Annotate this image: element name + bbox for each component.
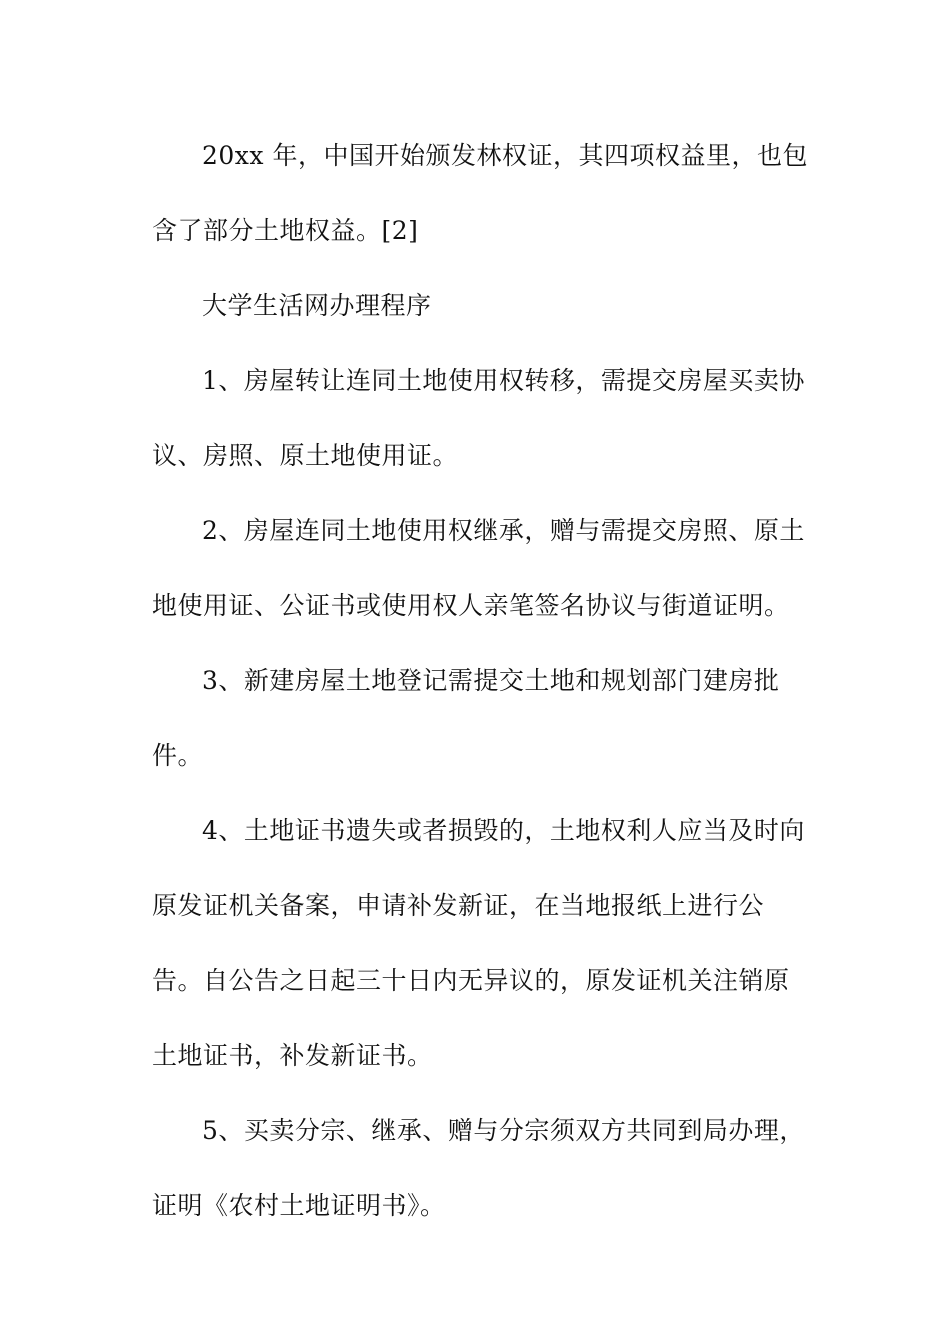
text-line: 地使用证、公证书或使用权人亲笔签名协议与街道证明。 (152, 591, 790, 620)
section-heading: 大学生活网办理程序 (202, 291, 432, 320)
text-line: 3、新建房屋土地登记需提交土地和规划部门建房批 (202, 666, 780, 695)
text-line: 证明《农村土地证明书》。 (152, 1191, 446, 1220)
text-line: 2、房屋连同土地使用权继承，赠与需提交房照、原土 (202, 516, 805, 545)
text-line: 5、买卖分宗、继承、赠与分宗须双方共同到局办理， (202, 1116, 805, 1145)
text-line: 1、房屋转让连同土地使用权转移，需提交房屋买卖协 (202, 366, 805, 395)
text-line: 原发证机关备案，申请补发新证，在当地报纸上进行公 (152, 891, 765, 920)
document-body (152, 118, 812, 1243)
text-line: 含了部分土地权益。[2] (152, 216, 419, 245)
text-line: 告。自公告之日起三十日内无异议的，原发证机关注销原 (152, 966, 790, 995)
text-line: 议、房照、原土地使用证。 (152, 441, 459, 470)
text-line: 土地证书，补发新证书。 (152, 1041, 433, 1070)
text-line: 件。 (152, 741, 204, 770)
text-line: 4、土地证书遗失或者损毁的，土地权利人应当及时向 (202, 816, 805, 845)
text-line: 20xx 年，中国开始颁发林权证，其四项权益里，也包 (202, 141, 808, 170)
